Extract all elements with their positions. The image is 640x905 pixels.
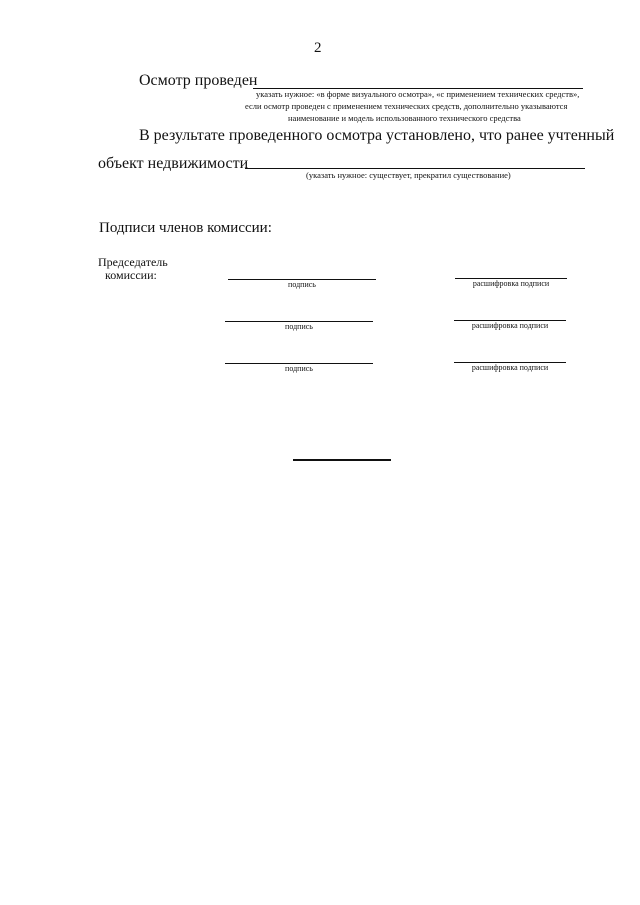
inspection-hint-line1: указать нужное: «в форме визуального осмотра», «с применением технических средств», [256, 89, 580, 99]
chairman-label-line1: Председатель [98, 255, 168, 269]
decode-caption: расшифровка подписи [472, 279, 550, 288]
result-line2: объект недвижимости [98, 155, 249, 172]
closing-divider [293, 459, 391, 461]
inspection-hint-line3: наименование и модель использованного технического средства [288, 113, 521, 123]
chairman-label-line2: комиссии: [105, 268, 157, 282]
result-hint: (указать нужное: существует, прекратил существование) [306, 170, 511, 180]
inspection-label: Осмотр проведен [139, 72, 258, 89]
decode-caption: расшифровка подписи [471, 363, 549, 372]
decode-caption: расшифровка подписи [471, 321, 549, 330]
result-line1: В результате проведенного осмотра установлено, что ранее учтенный [139, 127, 615, 144]
signature-caption: подпись [288, 280, 316, 289]
signature-caption: подпись [285, 322, 313, 331]
result-line[interactable] [245, 168, 585, 169]
inspection-hint-line2: если осмотр проведен с применением технических средств, дополнительно указываются [245, 101, 568, 111]
signature-caption: подпись [285, 364, 313, 373]
signatures-title: Подписи членов комиссии: [99, 220, 272, 236]
page-number: 2 [314, 40, 322, 56]
